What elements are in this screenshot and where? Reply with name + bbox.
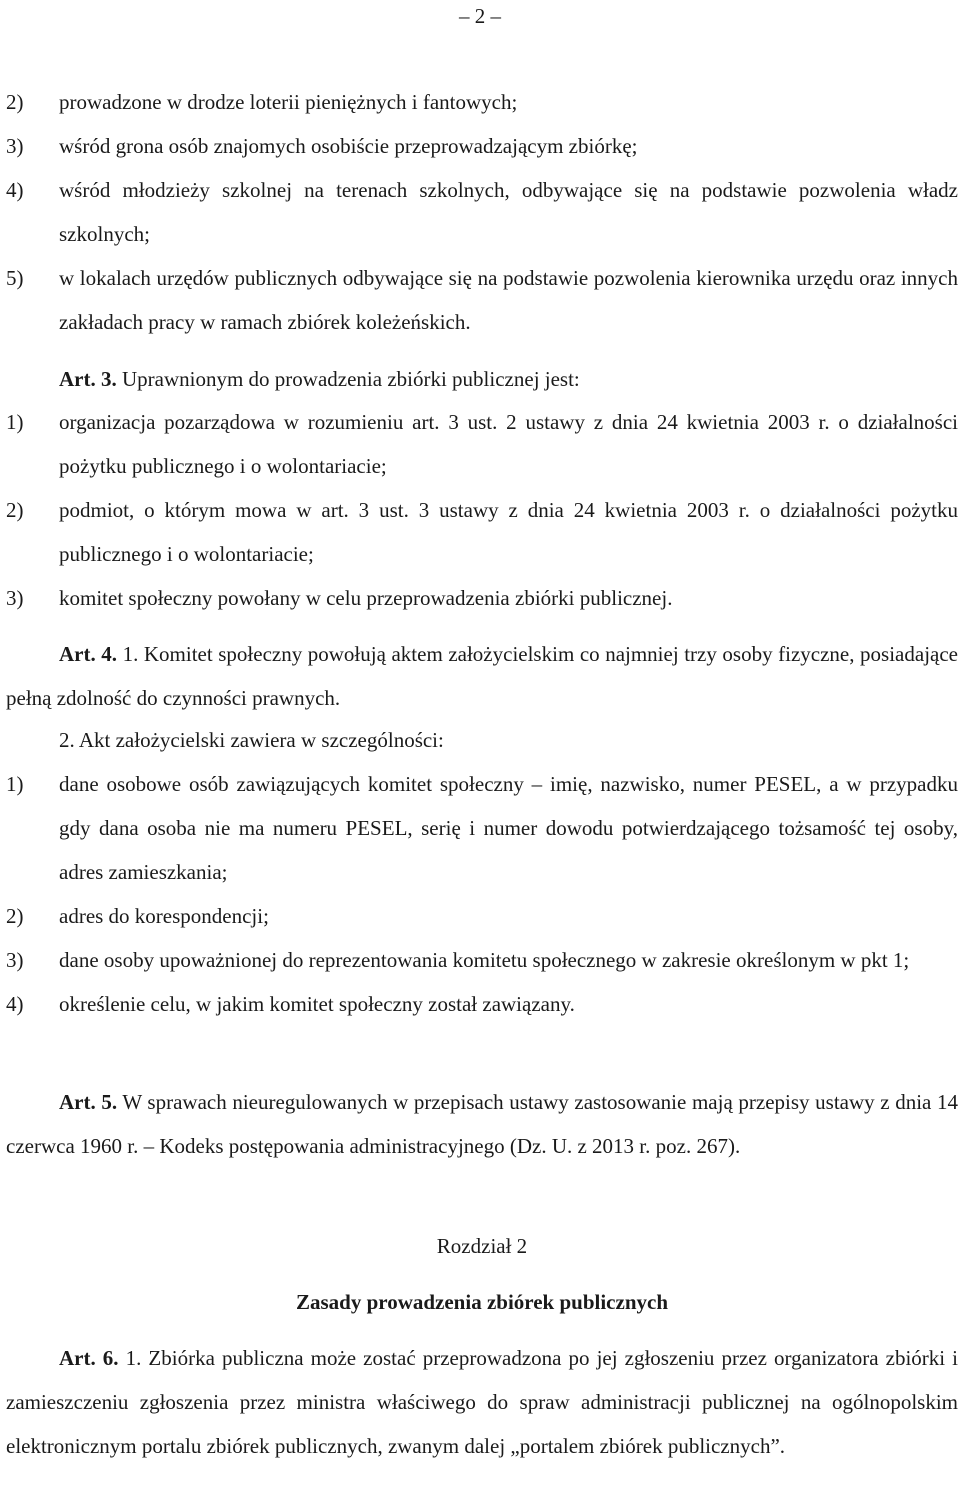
item-text: komitet społeczny powołany w celu przeprowadzenia zbiórki publicznej. xyxy=(59,586,673,610)
list-continuation xyxy=(6,80,958,344)
chapter-number: Rozdział 2 xyxy=(436,1234,528,1258)
article-label: Art. 5. xyxy=(59,1090,118,1114)
item-number: 2) xyxy=(6,90,24,114)
item-number: 5) xyxy=(6,266,24,290)
list-item xyxy=(6,400,958,488)
list-item xyxy=(6,488,958,576)
art4-paragraph-1 xyxy=(6,632,958,720)
list-item xyxy=(6,256,958,344)
item-text: dane osobowe osób zawiązujących komitet społeczny – imię, nazwisko, numer PESEL, a w przypadku gdy dana osoba nie ma numeru PESEL, serię i numer dowodu potwierdzającego tożsamość tej osoby, adres zamieszkania; xyxy=(59,772,958,884)
item-text: prowadzone w drodze loterii pieniężnych i fantowych; xyxy=(59,90,518,114)
list-item xyxy=(6,124,958,168)
item-text: wśród młodzieży szkolnej na terenach szkolnych, odbywające się na podstawie pozwolenia władz szkolnych; xyxy=(59,178,958,246)
list-item xyxy=(6,762,958,894)
item-text: w lokalach urzędów publicznych odbywające się na podstawie pozwolenia kierownika urzędu oraz innych zakładach pracy w ramach zbiórek koleżeńskich. xyxy=(59,266,958,334)
art5-paragraph xyxy=(6,1080,958,1168)
article-label: Art. 3. xyxy=(59,367,117,391)
art3-list xyxy=(6,400,958,620)
list-item xyxy=(6,938,958,982)
item-number: 3) xyxy=(6,948,24,972)
article-label: Art. 6. xyxy=(59,1346,119,1370)
item-number: 4) xyxy=(6,992,24,1016)
item-number: 2) xyxy=(6,904,24,928)
list-item xyxy=(6,168,958,256)
article-label: Art. 4. xyxy=(59,642,118,666)
item-number: 3) xyxy=(6,586,24,610)
item-text: wśród grona osób znajomych osobiście przeprowadzającym zbiórkę; xyxy=(59,134,638,158)
item-number: 4) xyxy=(6,178,24,202)
list-item xyxy=(6,894,958,938)
page-number: – 2 – xyxy=(459,4,501,28)
item-text: podmiot, o którym mowa w art. 3 ust. 3 ustawy z dnia 24 kwietnia 2003 r. o działalności pożytku publicznego i o wolontariacie; xyxy=(59,498,958,566)
article-text: 1. Komitet społeczny powołują aktem założycielskim co najmniej trzy osoby fizyczne, posiadające pełną zdolność do czynności prawnych. xyxy=(6,642,958,710)
item-text: dane osoby upoważnionej do reprezentowania komitetu społecznego w zakresie określonym w pkt 1; xyxy=(59,948,910,972)
item-number: 3) xyxy=(6,134,24,158)
article-text: Uprawnionym do prowadzenia zbiórki publicznej jest: xyxy=(116,367,580,391)
article-text: W sprawach nieuregulowanych w przepisach ustawy zastosowanie mają przepisy ustawy z dnia 14 czerwca 1960 r. – Kodeks postępowania administracyjnego (Dz. U. z 2013 r. poz. 267). xyxy=(6,1090,958,1158)
item-text: określenie celu, w jakim komitet społeczny został zawiązany. xyxy=(59,992,575,1016)
art6-paragraph xyxy=(6,1336,958,1468)
list-item xyxy=(6,80,958,124)
art3-heading xyxy=(6,357,958,401)
item-text: adres do korespondencji; xyxy=(59,904,269,928)
art4-list xyxy=(6,762,958,1026)
item-number: 1) xyxy=(6,410,24,434)
list-item xyxy=(6,576,958,620)
article-text: 1. Zbiórka publiczna może zostać przeprowadzona po jej zgłoszeniu przez organizatora zbiórki i zamieszczeniu zgłoszenia przez ministra właściwego do spraw administracji publicznej na ogólnopolskim elektronicznym portalu zbiórek publicznych, zwanym dalej „portalem zbiórek publicznych”. xyxy=(6,1346,958,1458)
list-item xyxy=(6,982,958,1026)
item-number: 1) xyxy=(6,772,24,796)
chapter-title: Zasady prowadzenia zbiórek publicznych xyxy=(295,1290,669,1314)
item-text: organizacja pozarządowa w rozumieniu art. 3 ust. 2 ustawy z dnia 24 kwietnia 2003 r. o działalności pożytku publicznego i o wolontariacie; xyxy=(59,410,958,478)
item-number: 2) xyxy=(6,498,24,522)
art4-paragraph-2: 2. Akt założycielski zawiera w szczególności: xyxy=(59,728,444,752)
